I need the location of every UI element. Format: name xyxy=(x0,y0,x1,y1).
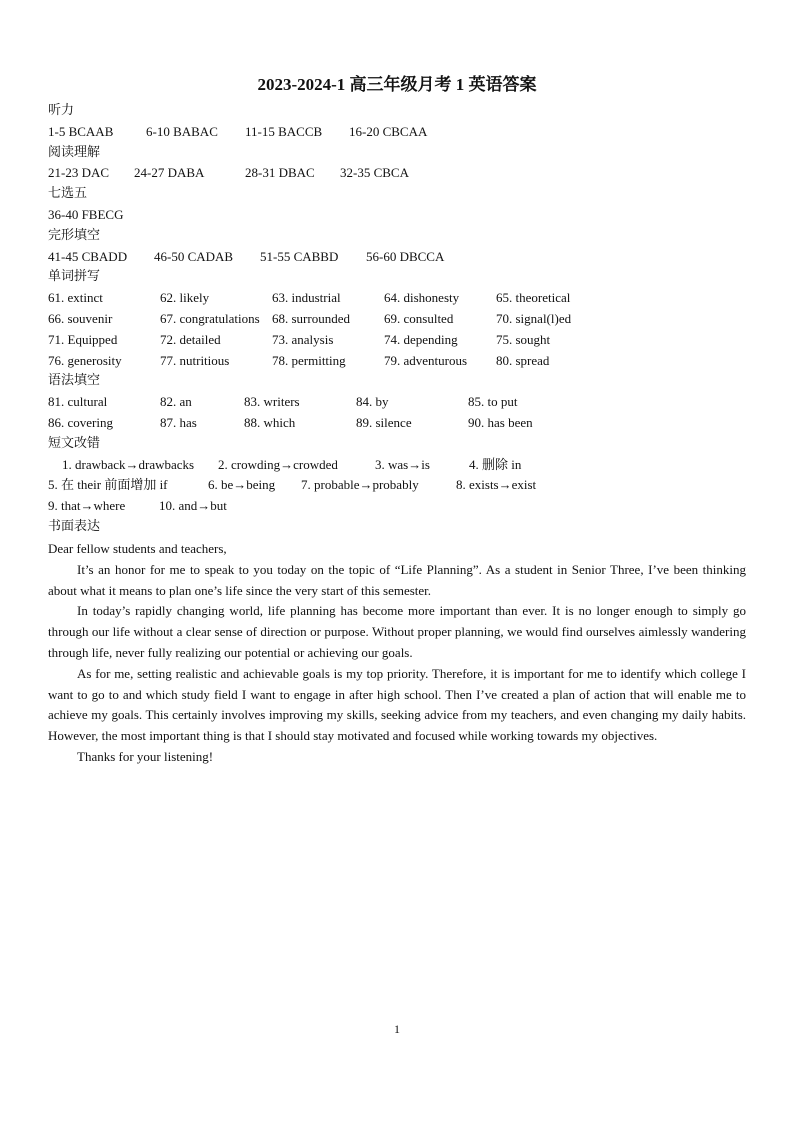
essay-salutation: Dear fellow students and teachers, xyxy=(48,541,227,556)
answer-item: 74. depending xyxy=(384,331,458,347)
answer-row xyxy=(48,330,746,351)
page-title: 2023-2024-1 高三年级月考 1 英语答案 xyxy=(257,75,537,94)
answer-row xyxy=(48,247,746,268)
answer-item: 79. adventurous xyxy=(384,352,468,368)
answer-item: 67. congratulations xyxy=(160,310,260,326)
section-heading-cloze: 完形填空 xyxy=(48,227,101,243)
answer-item: 65. theoretical xyxy=(496,290,571,306)
answer-item: 5. 在 their 前面增加 if xyxy=(48,477,168,493)
answer-item: 64. dishonesty xyxy=(384,290,460,306)
answer-item: 77. nutritious xyxy=(160,352,230,368)
answer-block xyxy=(48,101,746,538)
section-heading-writing: 书面表达 xyxy=(48,518,101,534)
answer-item: 78. permitting xyxy=(272,352,346,368)
answer-item: 76. generosity xyxy=(48,352,122,368)
answer-row xyxy=(48,496,746,517)
answer-item: 28-31 DBAC xyxy=(245,165,315,181)
model-essay xyxy=(48,539,746,768)
essay-paragraph: As for me, setting realistic and achievable goals is my top priority. Therefore, it is important for me to identify which college I want to go to and which study field I want to engage in after high school. Then I’ve created a plan of action that will enable me to achieve my goals. This certainly involves improving my skills, seeking advice from my teachers, and even changing my daily habits. However, the most important thing is that I should stay motivated and focused while working towards my objectives. xyxy=(48,665,746,744)
answer-item: 66. souvenir xyxy=(48,310,113,326)
answer-item: 36-40 FBECG xyxy=(48,206,124,222)
answer-item: 70. signal(l)ed xyxy=(496,310,572,326)
answer-item: 24-27 DABA xyxy=(134,165,205,181)
answer-item: 71. Equipped xyxy=(48,331,118,347)
answer-item: 68. surrounded xyxy=(272,310,350,326)
answer-item: 81. cultural xyxy=(48,394,108,410)
answer-row xyxy=(48,288,746,309)
answer-row xyxy=(48,163,746,184)
answer-item: 10. and→but xyxy=(159,498,227,514)
answer-item: 4. 删除 in xyxy=(469,456,522,472)
answer-item: 86. covering xyxy=(48,414,113,430)
section-heading-seven-five: 七选五 xyxy=(48,186,88,202)
essay-paragraph: It’s an honor for me to speak to you today on the topic of “Life Planning”. As a student in Senior Three, I’ve been thinking about what it means to plan one’s life since the very start of this semester. xyxy=(48,561,746,598)
answer-item: 56-60 DBCCA xyxy=(366,248,445,264)
answer-item: 82. an xyxy=(160,394,192,410)
section-heading-spelling: 单词拼写 xyxy=(48,269,101,285)
answer-item: 46-50 CADAB xyxy=(154,248,234,264)
section-heading-grammar: 语法填空 xyxy=(48,373,101,389)
answer-item: 90. has been xyxy=(468,414,533,430)
answer-item: 73. analysis xyxy=(272,331,334,347)
answer-item: 21-23 DAC xyxy=(48,165,110,181)
answer-item: 75. sought xyxy=(496,331,551,347)
answer-row xyxy=(48,413,746,434)
answer-item: 61. extinct xyxy=(48,290,103,306)
section-heading-listening: 听力 xyxy=(48,103,75,118)
answer-row xyxy=(48,392,746,413)
answer-item: 80. spread xyxy=(496,352,550,368)
answer-row xyxy=(48,309,746,330)
answer-row xyxy=(48,455,746,476)
answer-row xyxy=(48,475,746,496)
answer-item: 51-55 CABBD xyxy=(260,248,339,264)
answer-item: 85. to put xyxy=(468,394,518,410)
answer-item: 6. be→being xyxy=(208,477,276,493)
answer-item: 62. likely xyxy=(160,290,210,306)
section-heading-correction: 短文改错 xyxy=(48,435,101,451)
answer-item: 72. detailed xyxy=(160,331,221,347)
answer-item: 87. has xyxy=(160,414,197,430)
answer-item: 7. probable→probably xyxy=(301,477,419,493)
answer-item: 1-5 BCAAB xyxy=(48,123,114,139)
answer-item: 88. which xyxy=(244,414,296,430)
answer-row xyxy=(48,205,746,226)
answer-item: 84. by xyxy=(356,394,389,410)
answer-item: 1. drawback→drawbacks xyxy=(62,456,195,472)
page-number: 1 xyxy=(394,1022,400,1036)
answer-item: 41-45 CBADD xyxy=(48,248,128,264)
answer-item: 69. consulted xyxy=(384,310,454,326)
answer-row xyxy=(48,122,746,143)
answer-item: 2. crowding→crowded xyxy=(218,456,338,472)
answer-item: 83. writers xyxy=(244,394,300,410)
answer-item: 6-10 BABAC xyxy=(146,123,218,139)
answer-item: 3. was→is xyxy=(375,456,430,472)
section-heading-reading: 阅读理解 xyxy=(48,144,101,160)
answer-item: 63. industrial xyxy=(272,290,341,306)
answer-item: 16-20 CBCAA xyxy=(349,123,428,139)
answer-item: 32-35 CBCA xyxy=(340,165,409,181)
answer-item: 11-15 BACCB xyxy=(245,123,323,139)
answer-row xyxy=(48,351,746,372)
answer-item: 89. silence xyxy=(356,414,412,430)
essay-paragraph: In today’s rapidly changing world, life planning has become more important than ever. It is no longer enough to simply go through our life without a clear sense of direction or purpose. Without proper planning, we would find ourselves aimlessly wandering through life, never fully realizing our potential or achieving our goals. xyxy=(48,603,746,660)
answer-item: 9. that→where xyxy=(48,498,126,514)
essay-closing: Thanks for your listening! xyxy=(77,748,214,764)
answer-item: 8. exists→exist xyxy=(456,477,537,493)
